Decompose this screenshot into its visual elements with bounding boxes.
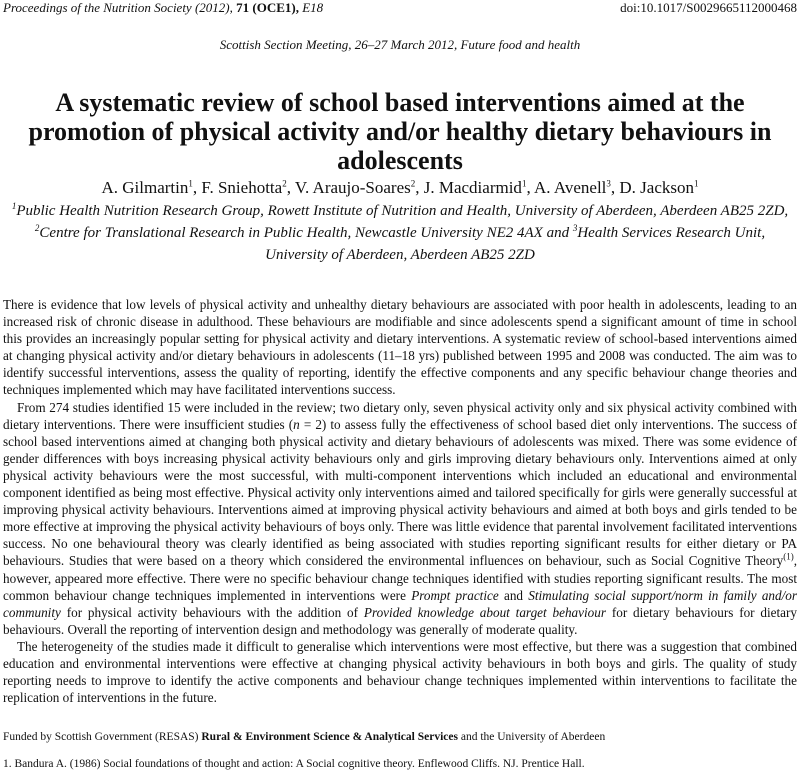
- journal-citation: [3, 0, 323, 16]
- funding-statement: Funded by Scottish Government (RESAS) Rural & Environment Science & Analytical Services and the University of Aberdeen: [3, 731, 606, 743]
- author: A. Avenell$^3$,: [534, 178, 620, 197]
- paper-title: A systematic review of school based interventions aimed at the promotion of physical activity and/or healthy dietary behaviours in adolescents: [28, 88, 772, 175]
- running-header: [3, 0, 797, 18]
- paragraph-conclusion: The heterogeneity of the studies made it difficult to generalise which interventions were most effective, but there was a suggestion that combined education and environmental interventions were effective at changing physical activity behaviours in both boys and girls. The quality of study reporting needs to improve to identify the active components and behaviour change techniques implemented within interventions to facilitate the replication of interventions in the future.: [3, 638, 797, 706]
- journal-year: (2012),: [194, 0, 233, 15]
- journal-volume: 71: [236, 0, 250, 15]
- author: D. Jackson$^1$: [619, 178, 699, 197]
- citation[interactable]: (1): [783, 552, 794, 563]
- author: J. Macdiarmid$^1$,: [423, 178, 534, 197]
- author: A. Gilmartin$^1$,: [101, 178, 202, 197]
- affiliations: $^1$Public Health Nutrition Research Group, Rowett Institute of Nutrition and Health, University of Aberdeen, Aberdeen AB25 2ZD, $^2$Centre for Translational Research in Public Health, Newcastle University NE2 4AX and $^3$Health Services Research Unit, University of Aberdeen, Aberdeen AB25 2ZD: [11, 201, 789, 263]
- author: F. Sniehotta$^2$,: [201, 178, 295, 197]
- author-list: [0, 178, 800, 198]
- paragraph-results: From 274 studies identified 15 were included in the review; two dietary only, seven physical activity only and six physical activity combined with dietary interventions. There were insufficient studies (n = 2) to assess fully the effectiveness of school based diet only interventions. The success of school based interventions aimed at changing both physical activity and dietary behaviours of adolescents was mixed. There was some evidence of gender differences with boys increasing physical activity behaviours only and girls improving dietary behaviours only. Interventions aimed at only physical activity behaviours were the most successful, with multi-component interventions which included an educational and environmental component identified as being most effective. Physical activity only interventions aimed and tailored specifically for girls were generally successful at improving physical activity behaviours. Interventions aimed at improving physical activity behaviours and aimed at both boys and girls tended to be more effective at improving the physical activity behaviours of boys only. There was little evidence that parental involvement facilitated interventions success. No one behavioural theory was clearly identified as being associated with studies reporting significant results for either dietary or PA behaviours. Studies that were based on a theory which considered the environmental influences on behaviour, such as Social Cognitive Theory$^{(1)}$, however, appeared more effective. There were no specific behaviour change techniques identified with studies reporting significant results. The most common behaviour change techniques implemented in interventions were Prompt practice and Stimulating social support/norm in family and/or community for physical activity behaviours with the addition of Provided knowledge about target behaviour for dietary behaviours for dietary behaviours. Overall the reporting of intervention design and methodology was generally of moderate quality.: [3, 399, 798, 637]
- abstract-body: [3, 296, 797, 706]
- author: V. Araujo-Soares$^2$,: [294, 178, 424, 197]
- reference-item: 1. Bandura A. (1986) Social foundations of thought and action: A Social cognitive theory. Enflewood Cliffs. NJ. Prentice Hall.: [3, 758, 585, 770]
- journal-name: Proceedings of the Nutrition Society: [3, 0, 192, 15]
- journal-page: E18: [302, 0, 324, 15]
- meeting-line: Scottish Section Meeting, 26–27 March 2012, Future food and health: [219, 37, 581, 52]
- journal-issue: (OCE1),: [252, 0, 299, 15]
- paragraph-background: There is evidence that low levels of physical activity and unhealthy dietary behaviours are associated with poor health in adolescents, leading to an increased risk of chronic disease in adulthood. These behaviours are modifiable and since adolescents spend a significant amount of time in school this provides an increasingly popular setting for physical activity and dietary interventions. A systematic review of school-based interventions aimed at changing physical activity and/or dietary behaviours in adolescents (11–18 yrs) published between 1995 and 2008 was conducted. The aim was to identify successful interventions, assess the quality of reporting, identify the effective components and any specific behaviour change theories and techniques implemented which may have facilitated interventions success.: [3, 297, 797, 398]
- doi: doi:10.1017/S0029665112000468: [620, 0, 797, 15]
